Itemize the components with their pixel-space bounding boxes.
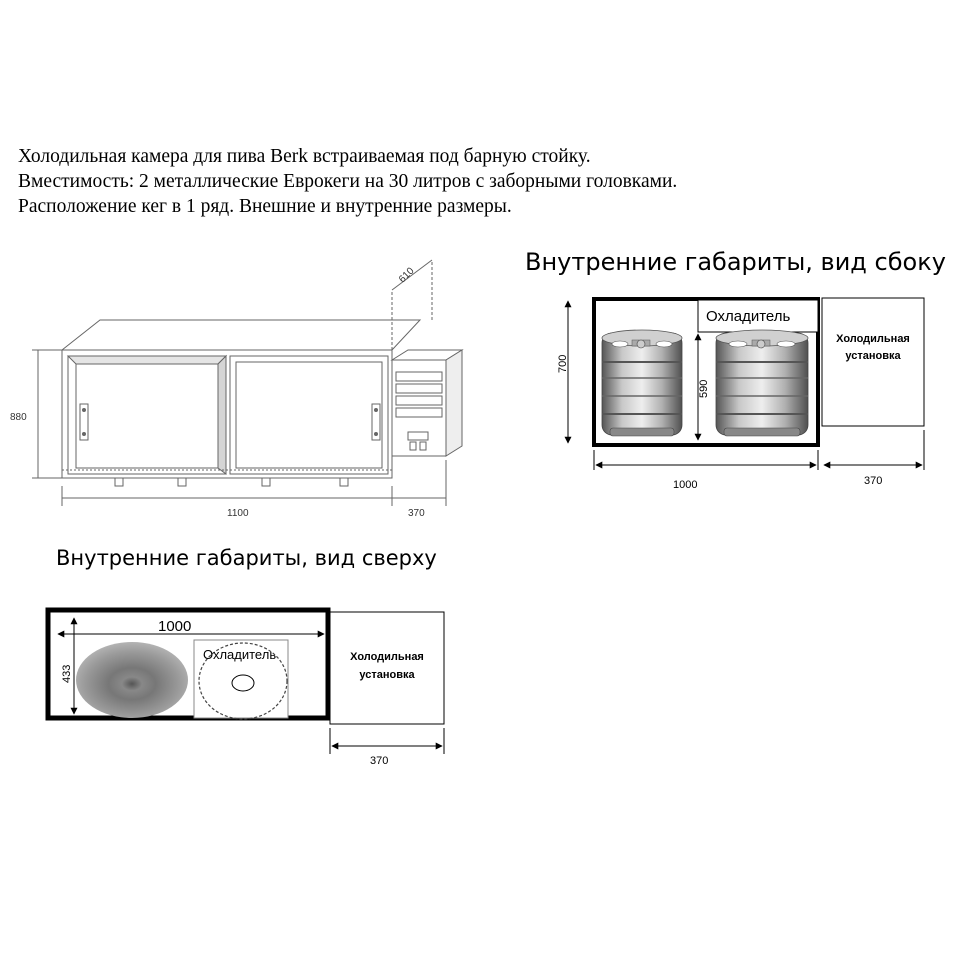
top-width-label: 1000 bbox=[158, 618, 192, 635]
top-chiller-label: Охладитель bbox=[203, 647, 277, 662]
top-depth-label: 433 bbox=[61, 664, 73, 683]
refrigeration-unit-box-top bbox=[330, 612, 444, 724]
side-keg-height-label: 590 bbox=[698, 379, 710, 398]
keg-top-icon bbox=[76, 642, 188, 718]
side-unit-label-line1: Холодильная bbox=[836, 333, 910, 345]
exterior-depth-label: 610 bbox=[396, 265, 417, 286]
top-unit-label-line1: Холодильная bbox=[350, 651, 424, 663]
refrigeration-unit-box bbox=[822, 298, 924, 426]
description-line-3: Расположение кег в 1 ряд. Внешние и внутренние размеры. bbox=[18, 196, 512, 217]
description-line-2: Вместимость: 2 металлические Еврокеги на 30 литров с заборными головками. bbox=[18, 171, 678, 192]
side-chiller-label: Охладитель bbox=[706, 308, 791, 325]
exterior-drawing bbox=[32, 260, 462, 506]
side-width-label: 1000 bbox=[673, 479, 698, 491]
description-line-1: Холодильная камера для пива Berk встраиваемая под барную стойку. bbox=[18, 146, 591, 167]
side-unit-width-label: 370 bbox=[864, 475, 883, 487]
keg-icon bbox=[716, 330, 808, 436]
exterior-width-label: 1100 bbox=[227, 508, 249, 519]
exterior-height-label: 880 bbox=[10, 412, 27, 423]
side-height-label: 700 bbox=[557, 354, 569, 373]
exterior-unit-width-label: 370 bbox=[408, 508, 425, 519]
top-unit-width-label: 370 bbox=[370, 755, 389, 767]
top-view-title: Внутренние габариты, вид сверху bbox=[56, 546, 437, 570]
side-view-title: Внутренние габариты, вид сбоку bbox=[525, 248, 946, 276]
keg-icon bbox=[602, 330, 682, 436]
top-unit-label-line2: установка bbox=[359, 669, 415, 681]
side-unit-label-line2: установка bbox=[845, 350, 901, 362]
top-view-drawing bbox=[48, 610, 444, 754]
